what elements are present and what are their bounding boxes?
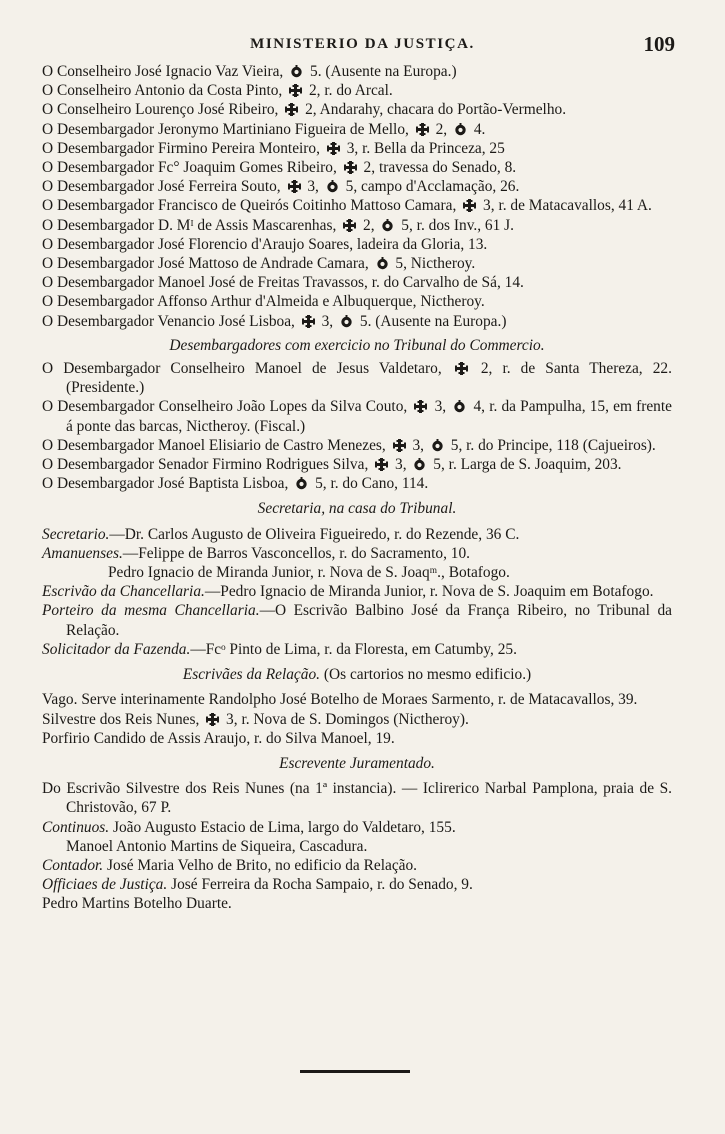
list-item: Pedro Ignacio de Miranda Junior, r. Nova de S. Joaqᵐ., Botafogo. (108, 564, 510, 582)
cross-decoration-icon (326, 142, 341, 155)
list-item: O Desembargador Conselheiro João Lopes da Silva Couto, 3, 4, r. da Pampulha, 15, em frente á ponte das barcas, Nictheroy. (Fiscal.) (42, 398, 672, 435)
list-item: O Desembargador José Ferreira Souto, 3, 5, campo d'Acclamação, 26. (42, 178, 520, 196)
list-item: O Desembargador Conselheiro Manoel de Jesus Valdetaro, 2, r. de Santa Thereza, 22. (Presidente.) (42, 360, 672, 397)
list-item: Pedro Martins Botelho Duarte. (42, 895, 232, 913)
list-item: Do Escrivão Silvestre dos Reis Nunes (na 1ª instancia). — Iclirerico Narbal Pamplona, praia de S. Christovão, 67 P. (42, 780, 672, 817)
list-item: O Desembargador José Mattoso de Andrade Camara, 5, Nictheroy. (42, 255, 476, 273)
cross-decoration-icon (288, 84, 303, 97)
cross-decoration-icon (454, 362, 469, 375)
officiaes-label: Officiaes de Justiça. (42, 876, 168, 894)
section-heading-secretaria: Secretaria, na casa do Tribunal. (257, 500, 457, 518)
list-item: O Conselheiro Lourenço José Ribeiro, 2, Andarahy, chacara do Portão-Vermelho. (42, 101, 567, 119)
list-item: O Desembargador Francisco de Queirós Coitinho Mattoso Camara, 3, r. de Matacavallos, 41 A. (42, 197, 652, 215)
secretario-label: Secretario. (42, 525, 110, 543)
running-title: MINISTERIO DA JUSTIÇA. (250, 36, 475, 52)
solicitador-label: Solicitador da Fazenda. (42, 640, 191, 658)
list-item: O Desembargador José Baptista Lisboa, 5, r. do Cano, 114. (42, 475, 429, 493)
rose-order-icon (452, 400, 467, 413)
rose-order-icon (339, 315, 354, 328)
list-item: Solicitador da Fazenda.—Fcᵒ Pinto de Lima, r. da Floresta, em Catumby, 25. (42, 640, 517, 658)
rose-order-icon (325, 180, 340, 193)
list-item: O Desembargador D. Mᴵ de Assis Mascarenhas, 2, 5, r. dos Inv., 61 J. (42, 216, 515, 234)
list-item: Secretario.—Dr. Carlos Augusto de Oliveira Figueiredo, r. do Rezende, 36 C. (42, 525, 520, 543)
rose-order-icon (380, 219, 395, 232)
list-item: Continuos. João Augusto Estacio de Lima, largo do Valdetaro, 155. (42, 818, 456, 836)
amanuenses-label: Amanuenses. (42, 544, 123, 562)
porteiro-label: Porteiro da mesma Chancellaria. (42, 602, 260, 620)
rose-order-icon (289, 65, 304, 78)
section-heading-escrevente: Escrevente Juramentado. (279, 754, 435, 772)
list-item: O Desembargador Affonso Arthur d'Almeida e Albuquerque, Nictheroy. (42, 293, 485, 311)
list-item: Manoel Antonio Martins de Siqueira, Cascadura. (66, 837, 368, 855)
list-item: O Desembargador Jeronymo Martiniano Figueira de Mello, 2, 4. (42, 120, 486, 138)
rose-order-icon (430, 439, 445, 452)
list-item: O Desembargador Senador Firmino Rodrigues Silva, 3, 5, r. Larga de S. Joaquim, 203. (42, 456, 622, 474)
closing-rule (300, 1070, 410, 1073)
cross-decoration-icon (392, 439, 407, 452)
rose-order-icon (453, 123, 468, 136)
cross-decoration-icon (342, 219, 357, 232)
section-heading-escrivaes: Escrivães da Relação. (Os cartorios no mesmo edificio.) (182, 666, 532, 684)
rose-order-icon (412, 458, 427, 471)
section-heading-commercio: Desembargadores com exercicio no Tribunal do Commercio. (169, 336, 545, 354)
cross-decoration-icon (205, 713, 220, 726)
escrivao-label: Escrivão da Chancellaria. (42, 583, 205, 601)
list-item: Escrivão da Chancellaria.—Pedro Ignacio de Miranda Junior, r. Nova de S. Joaquim em Botafogo. (42, 583, 654, 601)
list-item: O Desembargador Venancio José Lisboa, 3, 5. (Ausente na Europa.) (42, 312, 507, 330)
list-item: O Conselheiro José Ignacio Vaz Vieira, 5. (Ausente na Europa.) (42, 63, 457, 80)
cross-decoration-icon (462, 199, 477, 212)
page-number: 109 (643, 32, 675, 56)
cross-decoration-icon (343, 161, 358, 174)
list-item: Vago. Serve interinamente Randolpho José Botelho de Moraes Sarmento, r. de Matacavallos, 39. (42, 691, 638, 709)
contador-label: Contador. (42, 856, 104, 874)
cross-decoration-icon (413, 400, 428, 413)
body-text (42, 62, 672, 914)
page-header (0, 34, 725, 60)
list-item: Officiaes de Justiça. José Ferreira da Rocha Sampaio, r. do Senado, 9. (42, 876, 473, 894)
list-item: Silvestre dos Reis Nunes, 3, r. Nova de S. Domingos (Nictheroy). (42, 710, 469, 728)
list-item: Porfirio Candido de Assis Araujo, r. do Silva Manoel, 19. (42, 729, 395, 747)
list-item: O Desembargador Fc° Joaquim Gomes Ribeiro, 2, travessa do Senado, 8. (42, 159, 517, 177)
cross-decoration-icon (287, 180, 302, 193)
cross-decoration-icon (284, 103, 299, 116)
rose-order-icon (294, 477, 309, 490)
rose-order-icon (375, 257, 390, 270)
cross-decoration-icon (415, 123, 430, 136)
list-item: O Desembargador Firmino Pereira Monteiro, 3, r. Bella da Princeza, 25 (42, 139, 505, 157)
list-item: O Conselheiro Antonio da Costa Pinto, 2, r. do Arcal. (42, 82, 393, 100)
list-item: O Desembargador José Florencio d'Araujo Soares, ladeira da Gloria, 13. (42, 235, 488, 253)
continuos-label: Continuos. (42, 818, 110, 836)
list-item: Contador. José Maria Velho de Brito, no edificio da Relação. (42, 856, 418, 874)
list-item: Porteiro da mesma Chancellaria.—O Escrivão Balbino José da França Ribeiro, no Tribunal da Relação. (42, 602, 672, 639)
cross-decoration-icon (374, 458, 389, 471)
list-item: Amanuenses.—Felippe de Barros Vasconcellos, r. do Sacramento, 10. (42, 544, 471, 562)
list-item: O Desembargador Manoel Elisiario de Castro Menezes, 3, 5, r. do Principe, 118 (Cajueiros). (42, 436, 656, 454)
list-item: O Desembargador Manoel José de Freitas Travassos, r. do Carvalho de Sá, 14. (42, 274, 524, 292)
cross-decoration-icon (301, 315, 316, 328)
